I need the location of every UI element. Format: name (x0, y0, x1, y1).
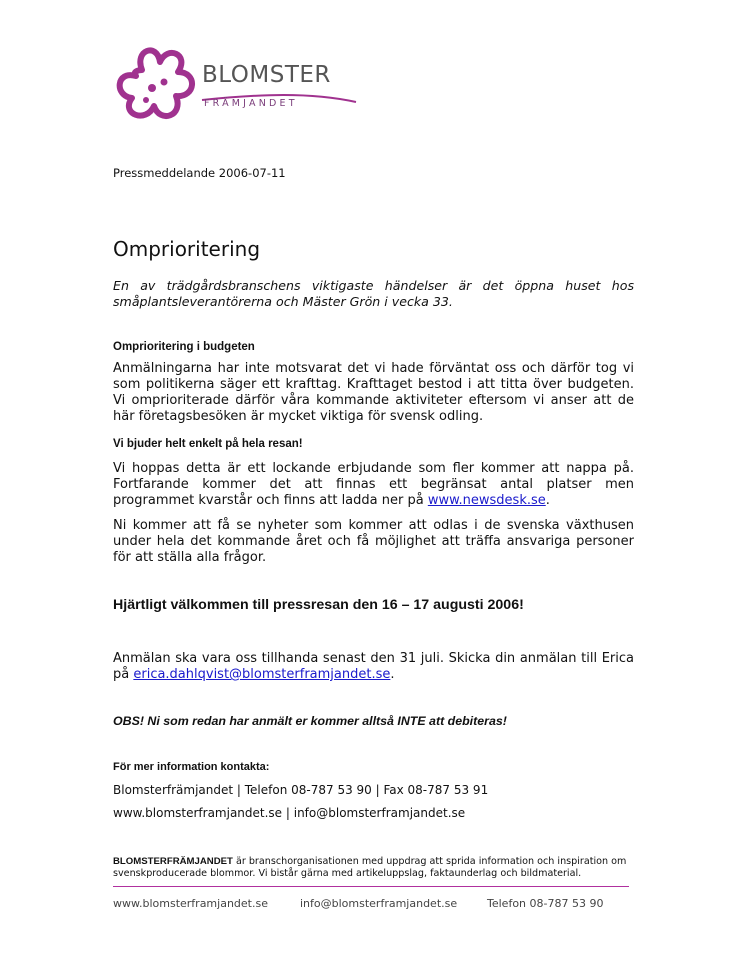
about-text: är branschorganisationen med uppdrag att sprida information och inspiration om svenskproducerade blommor. Vi bistår gärna med artikeluppslag, faktaunderlag och bildmaterial. (113, 856, 627, 879)
obs-notice: OBS! Ni som redan har anmält er kommer alltså INTE att debiteras! (113, 714, 507, 728)
budget-paragraph: Anmälningarna har inte motsvarat det vi hade förväntat oss och därför tog vi som politikerna säger ett krafttag. Krafttaget bestod i att titta över budgeten. Vi omprioriterade därför våra kommande aktiviteter eftersom vi anser att de här företagsbesöken är mycket viktiga för svensk odling. (113, 361, 634, 424)
welcome-heading: Hjärtligt välkommen till pressresan den 16 – 17 augusti 2006! (113, 597, 524, 613)
footer-divider (113, 886, 629, 887)
signup-text: Anmälan ska vara oss tillhanda senast den 31 juli. Skicka din anmälan till Erica på (113, 651, 634, 682)
erica-email-link[interactable]: erica.dahlqvist@blomsterframjandet.se (133, 667, 391, 682)
lede-paragraph: En av trädgårdsbranschens viktigaste händelser är det öppna huset hos småplantsleverantörerna och Mäster Grön i vecka 33. (113, 278, 634, 309)
logo-subtitle: FRÄMJANDET (204, 98, 298, 109)
contact-line-web: www.blomsterframjandet.se | info@blomsterframjandet.se (113, 806, 466, 820)
newsdesk-link[interactable]: www.newsdesk.se (427, 493, 546, 508)
logo (112, 40, 362, 130)
contact-heading: För mer information kontakta: (113, 761, 270, 773)
press-release-date: Pressmeddelande 2006-07-11 (113, 166, 286, 180)
footer-phone: Telefon 08-787 53 90 (487, 897, 604, 910)
trip-text: Vi hoppas detta är ett lockande erbjudande som fler kommer att nappa på. Fortfarande kommer det att finnas ett begränsat antal platser men programmet kvarstår och finns att ladda ner på (113, 461, 634, 508)
signup-suffix: . (390, 667, 395, 682)
footer-web[interactable]: www.blomsterframjandet.se (113, 897, 268, 910)
flower-icon (112, 40, 202, 130)
section-heading-trip: Vi bjuder helt enkelt på hela resan! (113, 438, 303, 450)
page-title: Omprioritering (113, 237, 261, 261)
contact-line-phone: Blomsterfrämjandet | Telefon 08-787 53 90 | Fax 08-787 53 91 (113, 783, 489, 797)
about-organisation (113, 856, 633, 880)
trip-paragraph (113, 461, 634, 509)
signup-paragraph (113, 651, 634, 683)
news-paragraph: Ni kommer att få se nyheter som kommer att odlas i de svenska växthusen under hela det kommande året och få möjlighet att träffa ansvariga personer för att ställa alla frågor. (113, 518, 634, 565)
footer-email[interactable]: info@blomsterframjandet.se (300, 897, 458, 910)
section-heading-budget: Omprioritering i budgeten (113, 341, 255, 353)
trip-text-end: . (545, 493, 550, 508)
logo-wordmark: BLOMSTER (202, 62, 331, 88)
about-org-name: BLOMSTERFRÄMJANDET (113, 856, 233, 867)
